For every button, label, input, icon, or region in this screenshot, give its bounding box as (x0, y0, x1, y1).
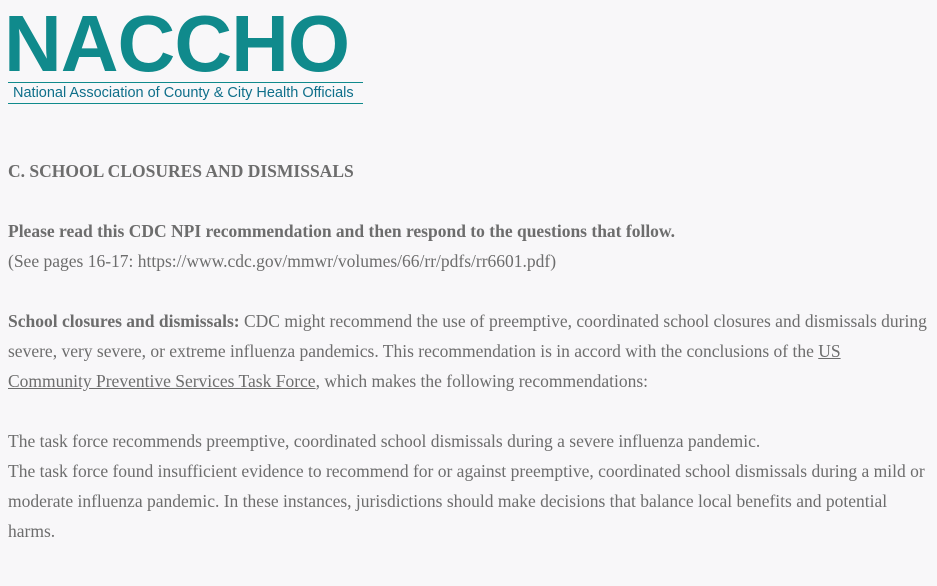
task-force-line-1: The task force recommends preemptive, coordinated school dismissals during a severe influenza pandemic. (8, 431, 761, 451)
instructions-text: Please read this CDC NPI recommendation and then respond to the questions that follow. (8, 221, 675, 241)
task-force-link[interactable]: US Community Preventive Services Task Force (8, 341, 841, 391)
task-force-line-2: The task force found insufficient evidence to recommend for or against preemptive, coordinated school dismissals during a mild or moderate influenza pandemic. In these instances, jurisdictions should make decisions that balance local benefits and potential harms. (8, 461, 925, 541)
recommendation-text-end: , which makes the following recommendations: (315, 371, 649, 391)
reference-text: (See pages 16-17: https://www.cdc.gov/mmwr/volumes/66/rr/pdfs/rr6601.pdf) (8, 251, 557, 271)
recommendation-text: CDC might recommend the use of preemptive, coordinated school closures and dismissals during severe, very severe, or extreme influenza pandemics. This recommendation is in accord with the conclusions of the (8, 311, 927, 361)
instructions-block (8, 216, 928, 276)
logo-tagline: National Association of County & City Health Officials (8, 82, 363, 104)
naccho-logo (4, 0, 368, 104)
section-title: C. SCHOOL CLOSURES AND DISMISSALS (8, 161, 354, 181)
logo-wordmark: NACCHO (4, 0, 350, 88)
task-force-paragraph (8, 426, 928, 546)
survey-content (8, 156, 928, 546)
recommendation-lead: School closures and dismissals: (8, 311, 240, 331)
recommendation-paragraph (8, 306, 928, 396)
